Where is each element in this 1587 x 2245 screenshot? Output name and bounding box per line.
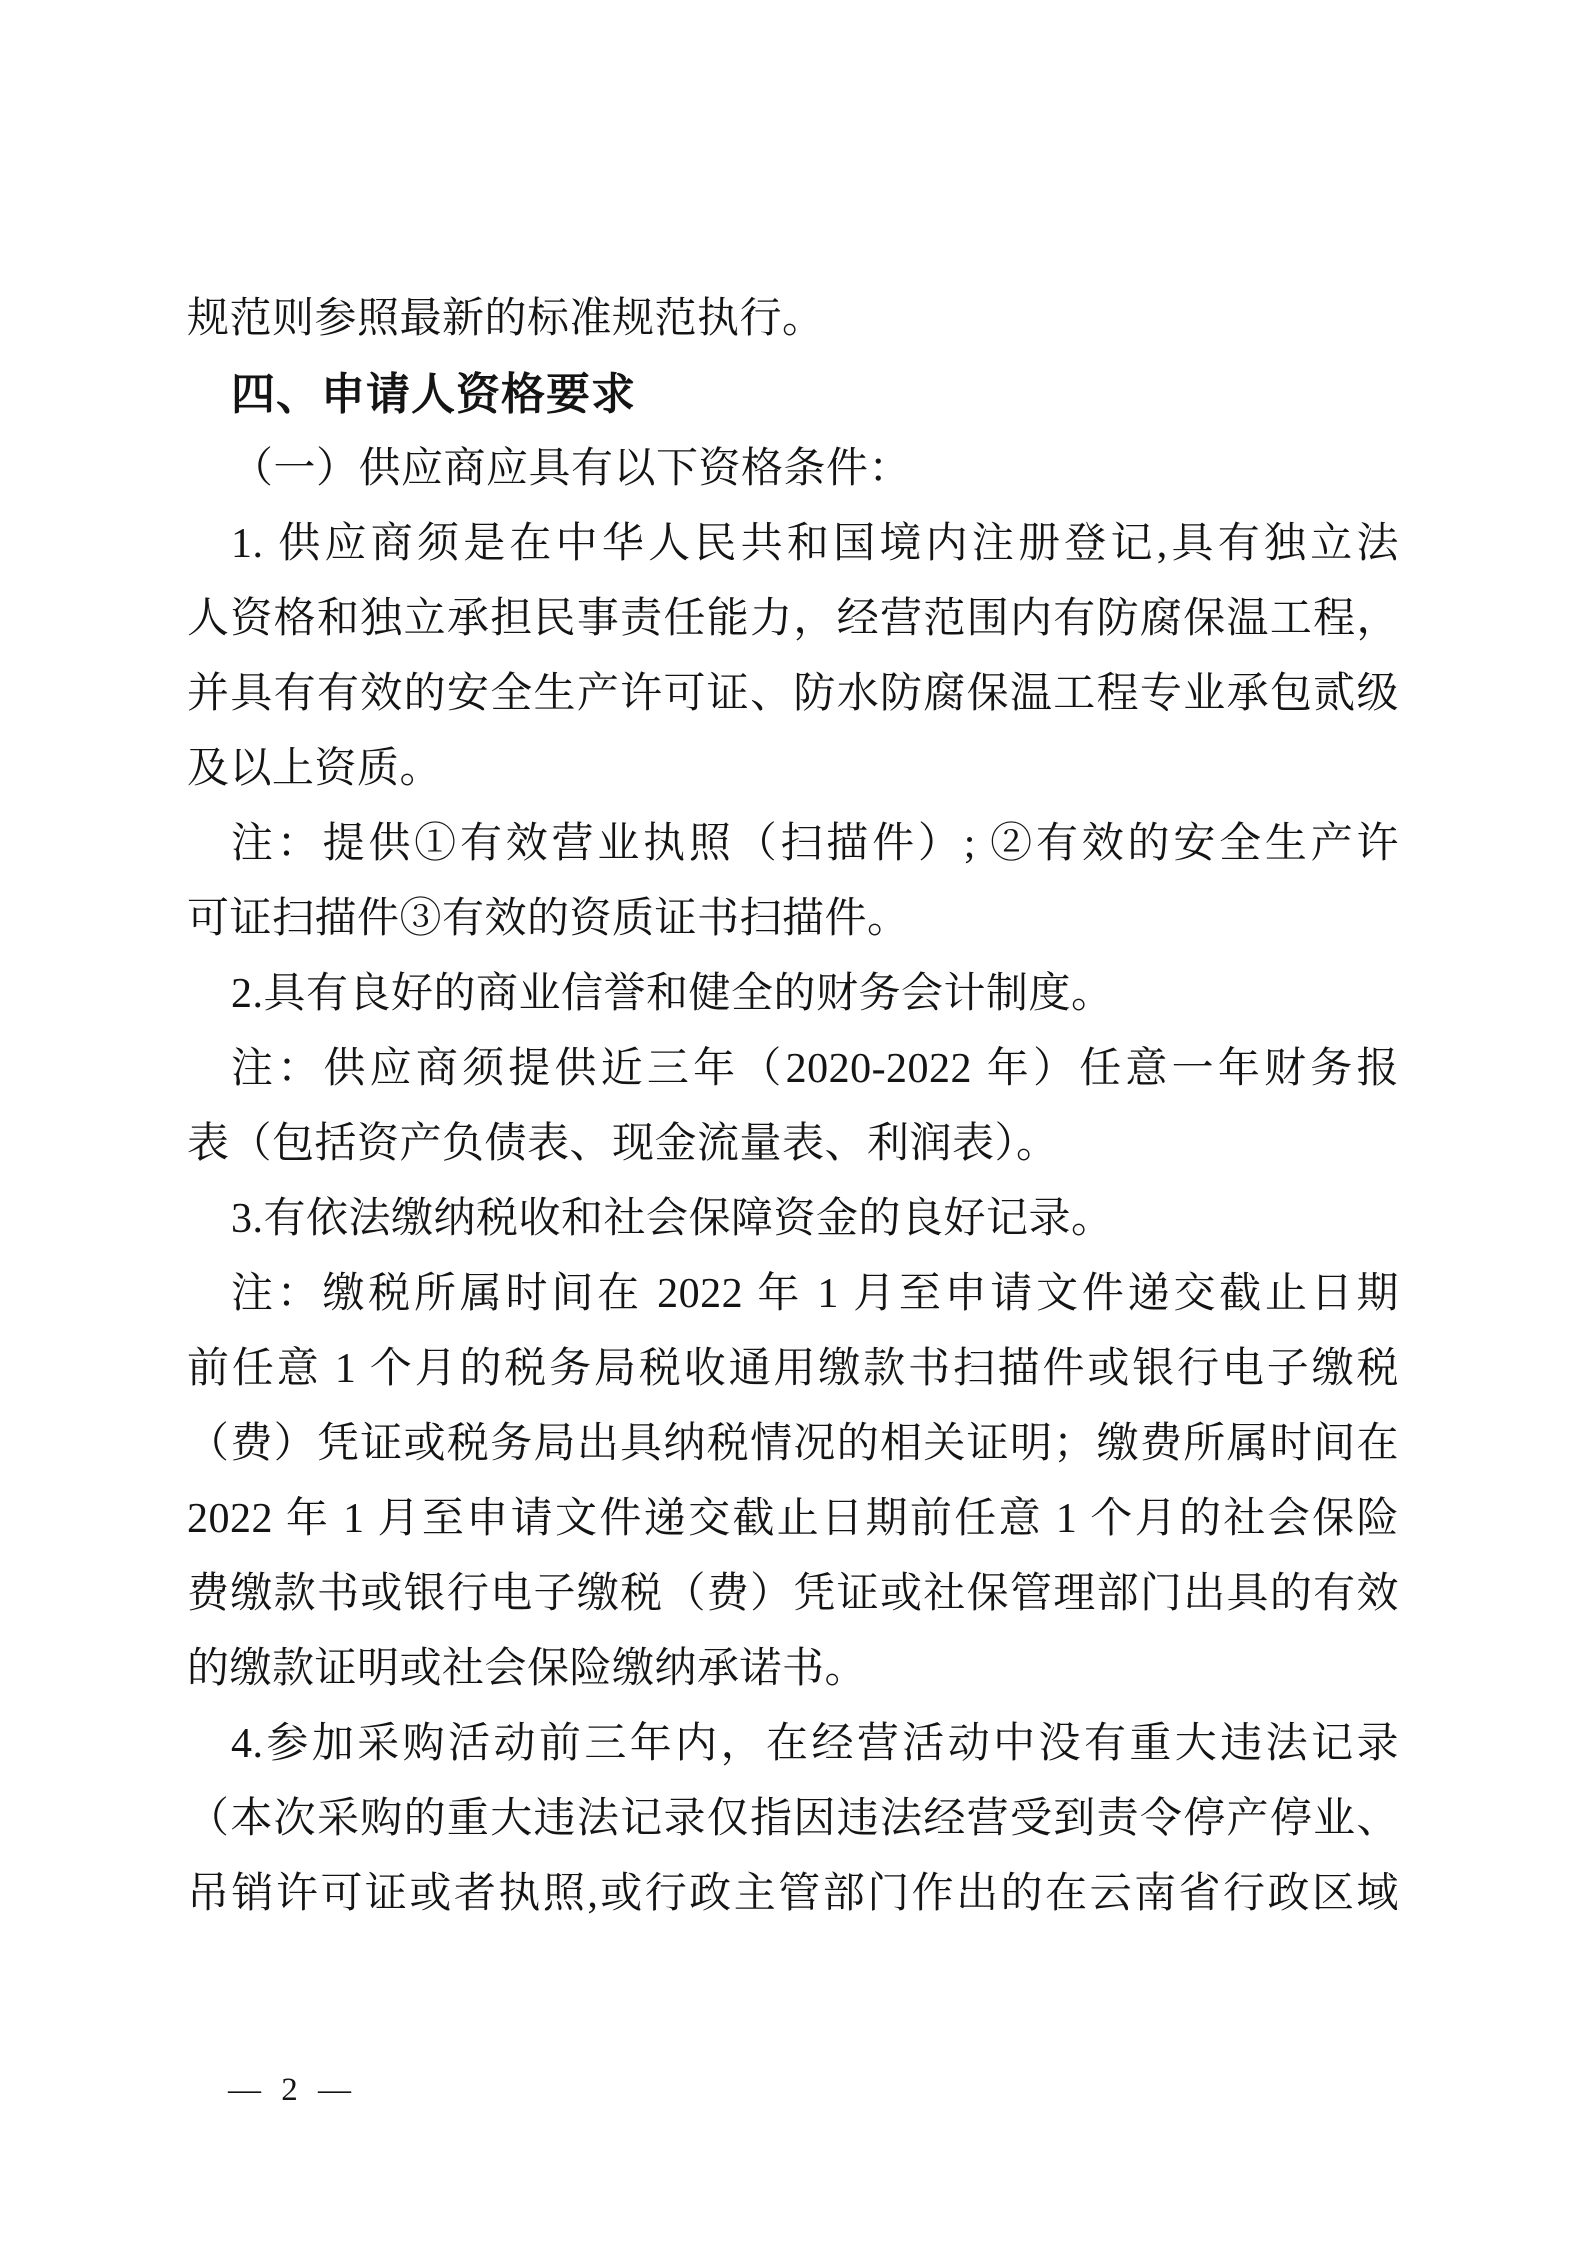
text-line: 表（包括资产负债表、现金流量表、利润表）。 — [187, 1121, 1059, 1167]
text-line: 人资格和独立承担民事责任能力，经营范围内有防腐保温工程， — [187, 596, 1399, 642]
text-line: 并具有有效的安全生产许可证、防水防腐保温工程专业承包贰级 — [187, 671, 1399, 717]
text-line: 3.有依法缴纳税收和社会保障资金的良好记录。 — [231, 1196, 1114, 1242]
text-line: 注：提供①有效营业执照（扫描件）; ②有效的安全生产许 — [231, 821, 1399, 867]
text-line: 规范则参照最新的标准规范执行。 — [187, 296, 825, 342]
text-line: （费）凭证或税务局出具纳税情况的相关证明；缴费所属时间在 — [187, 1421, 1399, 1467]
text-line: 注：缴税所属时间在 2022 年 1 月至申请文件递交截止日期 — [231, 1271, 1399, 1317]
document-body — [187, 282, 1399, 1932]
text-line: 的缴款证明或社会保险缴纳承诺书。 — [187, 1646, 868, 1692]
text-line: 2.具有良好的商业信誉和健全的财务会计制度。 — [231, 971, 1114, 1017]
text-line: 费缴款书或银行电子缴税（费）凭证或社保管理部门出具的有效 — [187, 1571, 1399, 1617]
text-line: 4.参加采购活动前三年内，在经营活动中没有重大违法记录 — [231, 1721, 1399, 1767]
text-line: 注：供应商须提供近三年（2020-2022 年）任意一年财务报 — [231, 1046, 1399, 1092]
text-line: 可证扫描件③有效的资质证书扫描件。 — [187, 896, 910, 942]
subsection-heading: （一）供应商应具有以下资格条件： — [231, 446, 912, 492]
text-line: （本次采购的重大违法记录仅指因违法经营受到责令停产停业、 — [187, 1796, 1399, 1842]
page-number: — 2 — — [228, 2072, 354, 2108]
text-line: 2022 年 1 月至申请文件递交截止日期前任意 1 个月的社会保险 — [187, 1496, 1399, 1542]
text-line: 及以上资质。 — [187, 746, 443, 792]
text-line: 前任意 1 个月的税务局税收通用缴款书扫描件或银行电子缴税 — [187, 1346, 1399, 1392]
text-line: 吊销许可证或者执照,或行政主管部门作出的在云南省行政区域 — [187, 1871, 1399, 1917]
section-heading: 四、申请人资格要求 — [231, 370, 636, 419]
text-line: 1. 供应商须是在中华人民共和国境内注册登记,具有独立法 — [231, 521, 1399, 567]
